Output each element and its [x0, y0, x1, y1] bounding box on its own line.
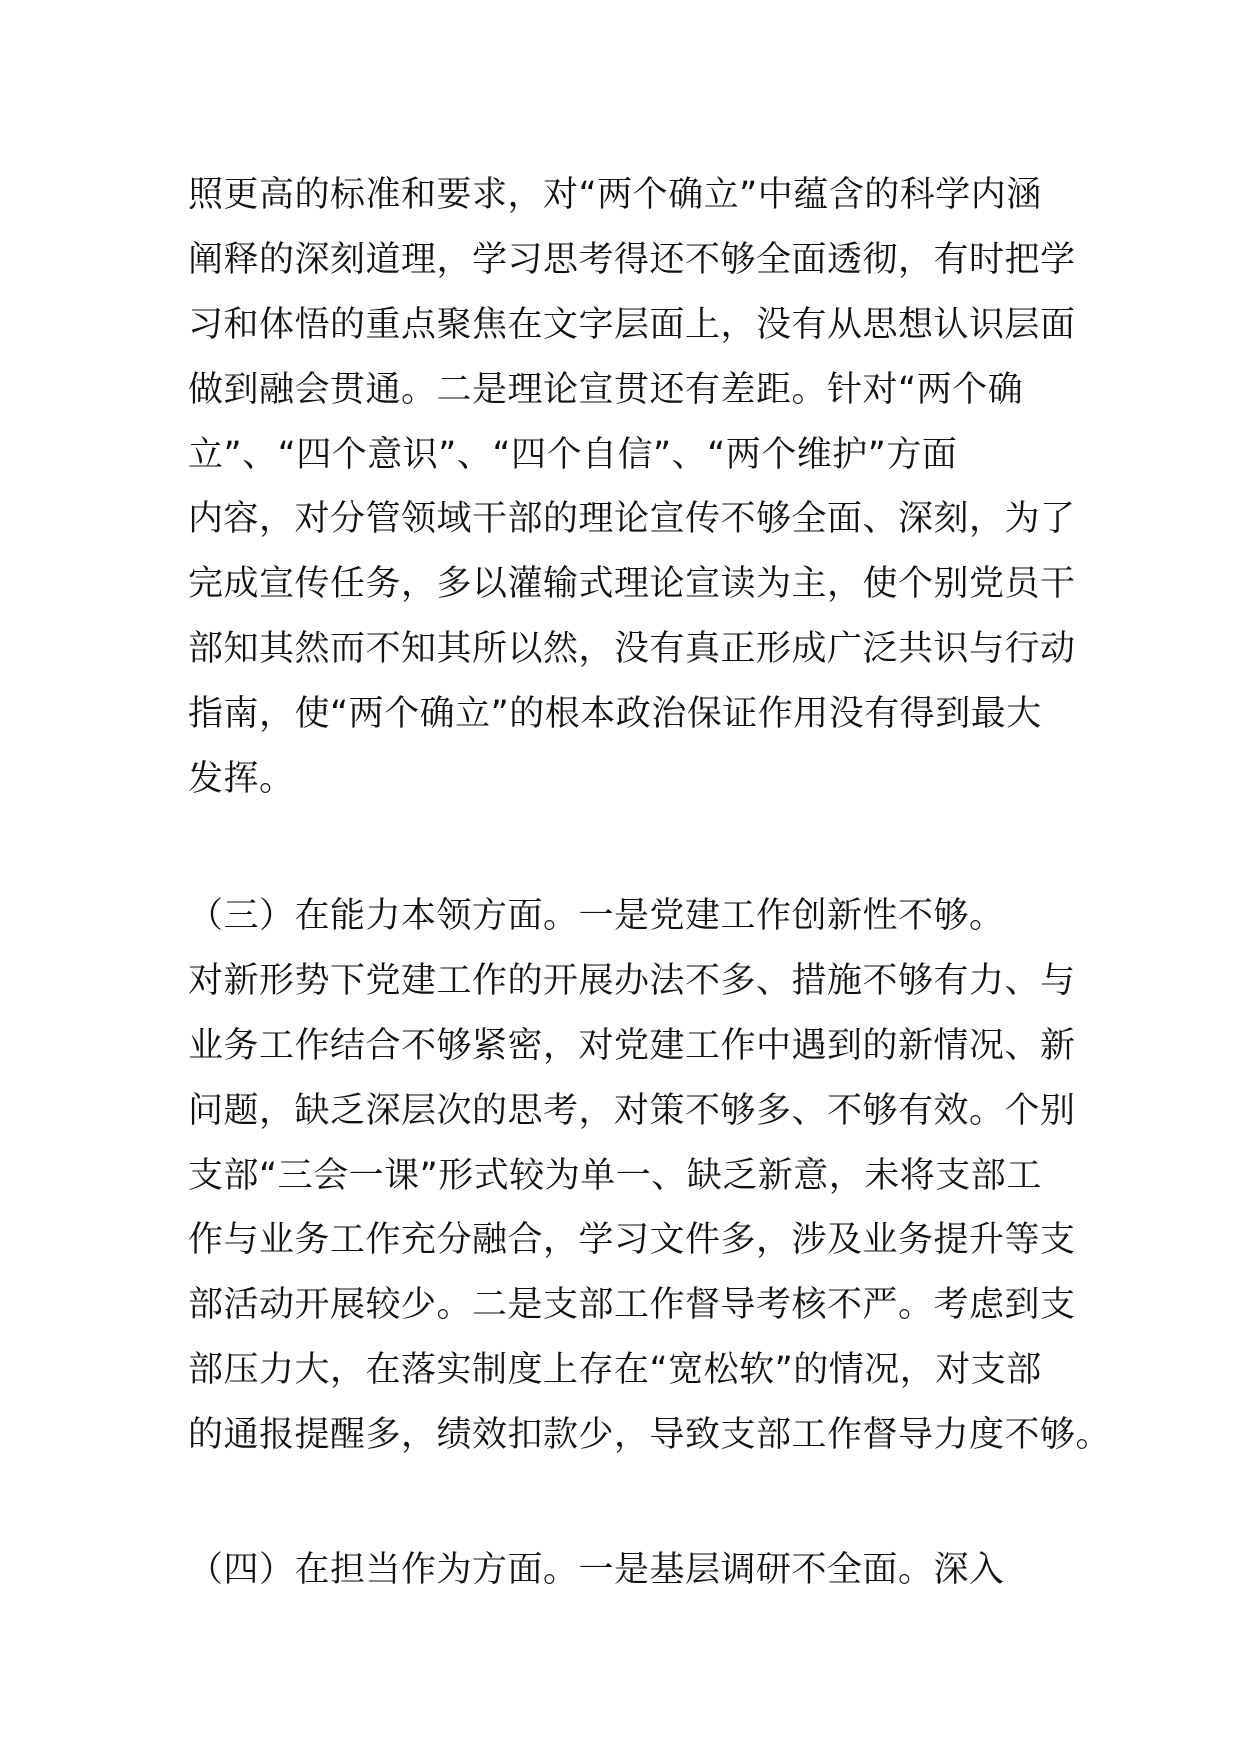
paragraph-continuation	[188, 163, 1076, 812]
text-line: （三）在能力本领方面。一是党建工作创新性不够。	[188, 896, 1005, 936]
text-line: 对新形势下党建工作的开展办法不多、措施不够有力、与	[188, 960, 1076, 1001]
text-line: 支部“三会一课”形式较为单一、缺乏新意，未将支部工	[188, 1155, 1042, 1196]
text-line: 业务工作结合不够紧密，对党建工作中遇到的新情况、新	[188, 1025, 1076, 1066]
text-line: 内容，对分管领域干部的理论宣传不够全面、深刻，为了	[188, 499, 1076, 540]
text-line: 阐释的深刻道理，学习思考得还不够全面透彻，有时把学	[188, 239, 1076, 280]
text-line: 完成宣传任务，多以灌输式理论宣读为主，使个别党员干	[188, 564, 1076, 605]
text-line: 习和体悟的重点聚焦在文字层面上，没有从思想认识层面	[188, 304, 1076, 345]
text-line: 做到融会贯通。二是理论宣贯还有差距。针对“两个确	[188, 369, 1024, 410]
text-line: 作与业务工作充分融合，学习文件多，涉及业务提升等支	[188, 1220, 1076, 1261]
text-line: 部压力大，在落实制度上存在“宽松软”的情况，对支部	[188, 1350, 1042, 1391]
text-line: 的通报提醒多，绩效扣款少，导致支部工作督导力度不够。	[188, 1415, 1112, 1456]
paragraph-section-four	[188, 1538, 1068, 1603]
paragraph-section-three	[188, 884, 1112, 1468]
text-line: （四）在担当作为方面。一是基层调研不全面。深入	[188, 1550, 1005, 1590]
text-line: 指南，使“两个确立”的根本政治保证作用没有得到最大	[188, 694, 1042, 735]
text-line: 问题，缺乏深层次的思考，对策不够多、不够有效。个别	[188, 1090, 1076, 1131]
text-line: 部活动开展较少。二是支部工作督导考核不严。考虑到支	[188, 1285, 1076, 1326]
text-line: 部知其然而不知其所以然，没有真正形成广泛共识与行动	[188, 629, 1076, 670]
text-line: 照更高的标准和要求，对“两个确立”中蕴含的科学内涵	[188, 175, 1042, 215]
text-line: 发挥。	[188, 759, 295, 800]
text-line: 立”、“四个意识”、“四个自信”、“两个维护”方面	[188, 434, 958, 475]
